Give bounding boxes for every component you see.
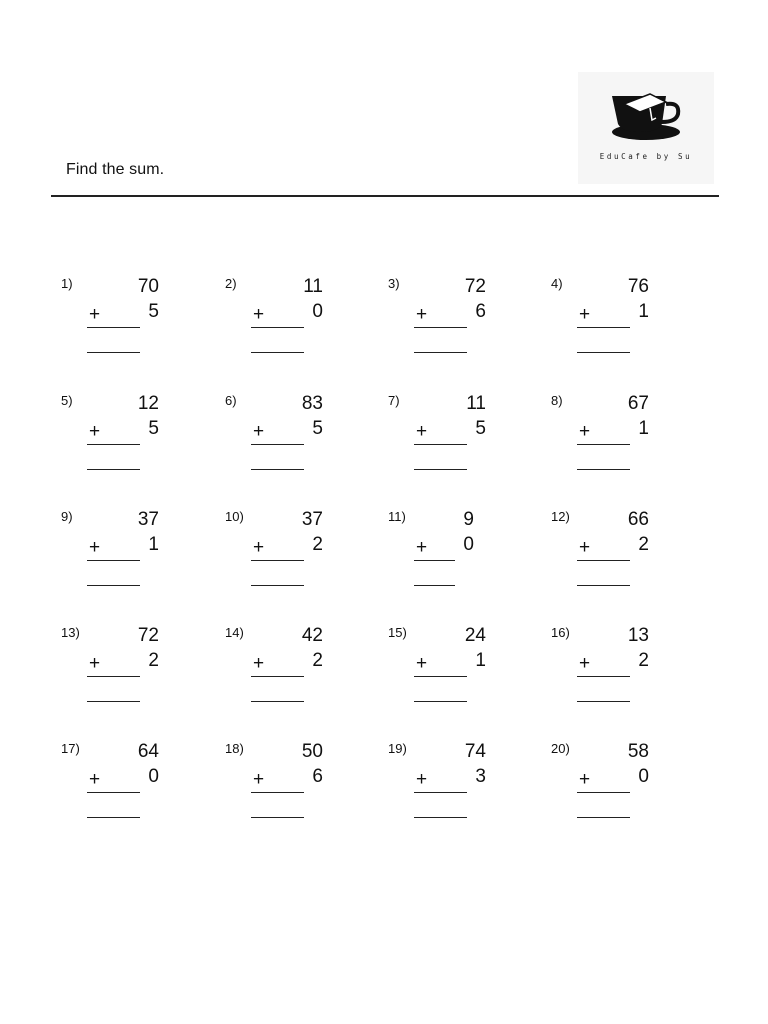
answer-line xyxy=(577,701,630,702)
problem-item xyxy=(61,741,191,831)
problem-number: 16) xyxy=(551,625,570,640)
second-addend: 0 xyxy=(148,766,159,787)
sum-line xyxy=(577,560,630,561)
first-addend: 74 xyxy=(464,741,486,762)
first-addend: 11 xyxy=(303,276,323,297)
first-addend: 9 xyxy=(463,509,474,530)
second-addend: 0 xyxy=(312,301,323,322)
first-addend: 24 xyxy=(464,625,486,646)
problem-item xyxy=(551,625,681,715)
answer-line xyxy=(251,817,304,818)
plus-sign: + xyxy=(416,653,428,674)
answer-line xyxy=(414,701,467,702)
second-addend: 2 xyxy=(638,534,649,555)
plus-sign: + xyxy=(253,769,265,790)
coffee-cup-icon xyxy=(604,84,688,150)
problem-item xyxy=(225,393,355,483)
second-addend: 5 xyxy=(148,301,159,322)
sum-line xyxy=(87,444,140,445)
problem-number: 6) xyxy=(225,393,237,408)
first-addend: 58 xyxy=(627,741,649,762)
problem-item xyxy=(388,741,518,831)
problem-number: 19) xyxy=(388,741,407,756)
problem-number: 5) xyxy=(61,393,73,408)
answer-line xyxy=(87,352,140,353)
sum-line xyxy=(577,444,630,445)
second-addend: 3 xyxy=(475,766,486,787)
problem-item xyxy=(225,625,355,715)
second-addend: 1 xyxy=(148,534,159,555)
first-addend: 76 xyxy=(627,276,649,297)
problem-item xyxy=(388,509,518,599)
educafe-logo xyxy=(578,72,714,184)
sum-line xyxy=(87,327,140,328)
problem-number: 2) xyxy=(225,276,237,291)
second-addend: 5 xyxy=(312,418,323,439)
answer-line xyxy=(577,352,630,353)
plus-sign: + xyxy=(416,537,428,558)
first-addend: 12 xyxy=(137,393,159,414)
plus-sign: + xyxy=(579,421,591,442)
problem-item xyxy=(61,625,191,715)
sum-line xyxy=(251,560,304,561)
sum-line xyxy=(414,560,455,561)
second-addend: 0 xyxy=(638,766,649,787)
problem-item xyxy=(551,741,681,831)
problem-number: 11) xyxy=(388,509,406,524)
problem-item xyxy=(388,625,518,715)
plus-sign: + xyxy=(89,653,101,674)
second-addend: 5 xyxy=(475,418,486,439)
second-addend: 2 xyxy=(312,650,323,671)
answer-line xyxy=(414,469,467,470)
plus-sign: + xyxy=(253,537,265,558)
sum-line xyxy=(577,792,630,793)
sum-line xyxy=(251,444,304,445)
answer-line xyxy=(577,469,630,470)
first-addend: 64 xyxy=(137,741,159,762)
problem-number: 10) xyxy=(225,509,244,524)
plus-sign: + xyxy=(89,769,101,790)
sum-line xyxy=(251,792,304,793)
plus-sign: + xyxy=(416,769,428,790)
second-addend: 0 xyxy=(463,534,474,555)
plus-sign: + xyxy=(579,304,591,325)
answer-line xyxy=(251,469,304,470)
first-addend: 83 xyxy=(301,393,323,414)
problem-number: 17) xyxy=(61,741,80,756)
plus-sign: + xyxy=(89,421,101,442)
sum-line xyxy=(414,792,467,793)
sum-line xyxy=(251,327,304,328)
plus-sign: + xyxy=(579,653,591,674)
answer-line xyxy=(87,701,140,702)
sum-line xyxy=(87,560,140,561)
first-addend: 67 xyxy=(627,393,649,414)
first-addend: 37 xyxy=(301,509,323,530)
plus-sign: + xyxy=(416,304,428,325)
second-addend: 6 xyxy=(475,301,486,322)
second-addend: 1 xyxy=(638,418,649,439)
second-addend: 6 xyxy=(312,766,323,787)
problem-number: 15) xyxy=(388,625,407,640)
problem-item xyxy=(225,276,355,366)
sum-line xyxy=(414,676,467,677)
first-addend: 72 xyxy=(464,276,486,297)
second-addend: 1 xyxy=(638,301,649,322)
problem-number: 12) xyxy=(551,509,570,524)
logo-caption: EduCafe by Su xyxy=(599,152,693,161)
sum-line xyxy=(414,327,467,328)
answer-line xyxy=(414,585,455,586)
sum-line xyxy=(577,676,630,677)
problem-number: 13) xyxy=(61,625,80,640)
instruction-text: Find the sum. xyxy=(66,161,165,178)
problem-number: 8) xyxy=(551,393,563,408)
answer-line xyxy=(577,817,630,818)
problem-number: 18) xyxy=(225,741,244,756)
problem-number: 1) xyxy=(61,276,73,291)
problem-item xyxy=(551,393,681,483)
sum-line xyxy=(577,327,630,328)
problem-item xyxy=(551,276,681,366)
problem-item xyxy=(388,276,518,366)
answer-line xyxy=(577,585,630,586)
second-addend: 2 xyxy=(148,650,159,671)
first-addend: 66 xyxy=(627,509,649,530)
second-addend: 2 xyxy=(312,534,323,555)
plus-sign: + xyxy=(579,769,591,790)
sum-line xyxy=(87,792,140,793)
answer-line xyxy=(251,585,304,586)
first-addend: 42 xyxy=(301,625,323,646)
first-addend: 37 xyxy=(137,509,159,530)
header-divider xyxy=(51,195,719,197)
answer-line xyxy=(87,585,140,586)
answer-line xyxy=(414,352,467,353)
first-addend: 72 xyxy=(137,625,159,646)
problem-number: 4) xyxy=(551,276,563,291)
answer-line xyxy=(251,352,304,353)
problem-item xyxy=(61,393,191,483)
problem-number: 14) xyxy=(225,625,244,640)
answer-line xyxy=(87,469,140,470)
second-addend: 2 xyxy=(638,650,649,671)
sum-line xyxy=(251,676,304,677)
answer-line xyxy=(87,817,140,818)
first-addend: 70 xyxy=(137,276,159,297)
plus-sign: + xyxy=(416,421,428,442)
plus-sign: + xyxy=(253,304,265,325)
first-addend: 11 xyxy=(466,393,486,414)
sum-line xyxy=(87,676,140,677)
answer-line xyxy=(414,817,467,818)
plus-sign: + xyxy=(253,421,265,442)
problem-number: 3) xyxy=(388,276,400,291)
problem-number: 7) xyxy=(388,393,400,408)
answer-line xyxy=(251,701,304,702)
second-addend: 1 xyxy=(475,650,486,671)
problem-item xyxy=(225,509,355,599)
plus-sign: + xyxy=(89,304,101,325)
problem-item xyxy=(551,509,681,599)
first-addend: 13 xyxy=(627,625,649,646)
problem-item xyxy=(61,509,191,599)
problem-item xyxy=(388,393,518,483)
problem-number: 20) xyxy=(551,741,570,756)
second-addend: 5 xyxy=(148,418,159,439)
plus-sign: + xyxy=(89,537,101,558)
plus-sign: + xyxy=(579,537,591,558)
problem-item xyxy=(61,276,191,366)
sum-line xyxy=(414,444,467,445)
problem-number: 9) xyxy=(61,509,73,524)
plus-sign: + xyxy=(253,653,265,674)
problem-item xyxy=(225,741,355,831)
first-addend: 50 xyxy=(301,741,323,762)
